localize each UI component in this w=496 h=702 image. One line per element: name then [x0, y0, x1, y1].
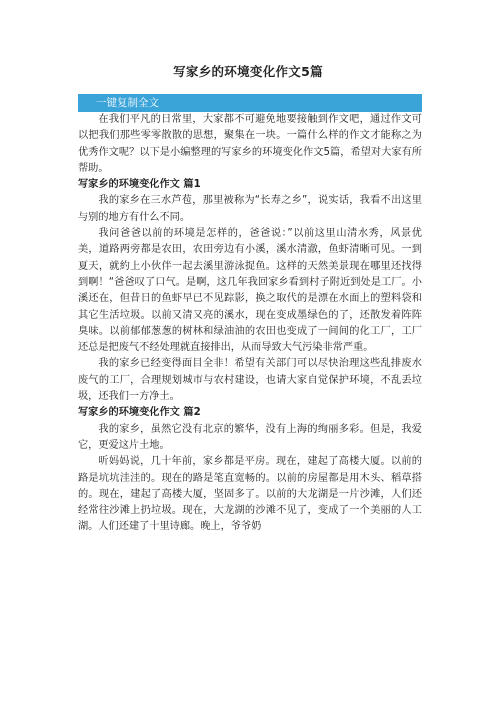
section1-paragraph-2: 我问爸爸以前的环境是怎样的，爸爸说：”以前这里山清水秀，风景优美，道路两旁都是农田，农田旁边有小溪，溪水清澈，鱼虾清晰可见。一到夏天，就約上小伙伴一起去溪里游泳捉鱼。这样的天然美景现在哪里还找得到啊！“爸爸叹了口气。是啊，这几年我回家乡看到村子附近到处是工厂。小溪还在，但昔日的鱼虾早已不见踪影，换之取代的是漂在水面上的塑料袋和其它生活垃圾。以前又清又亮的溪水，现在变成墨绿色的了，还散发着阵阵臭味。以前郁郁葱葱的树林和绿油油的农田也变成了一间间的化工厂，工厂还总是把废气不经处理就直接排出，从而导致大气污染非常严重。 [78, 228, 422, 354]
section2-paragraph-1: 我的家乡，虽然它没有北京的繁华，没有上海的绚丽多彩。但是，我爱它，更爱这片土地。 [78, 423, 422, 451]
section1-paragraph-1: 我的家乡在三水芦苞，那里被称为“长寿之乡”，说实话，我看不出这里与别的地方有什么不同。 [78, 195, 422, 223]
section1-paragraph-3: 我的家乡已经变得面目全非！希望有关部门可以尽快治理这些乱排废水废气的工厂，合理规划城市与农村建设，也请大家自觉保护环境，不乱丢垃圾，还我们一方净土。 [78, 358, 422, 403]
section-heading-2: 写家乡的环境变化作文 篇2 [78, 407, 201, 419]
intro-paragraph: 在我们平凡的日常里，大家都不可避免地要接触到作文吧，通过作文可以把我们那些零零散散的思想，聚集在一块。一篇什么样的作文才能称之为优秀作文呢？以下是小编整理的写家乡的环境变化作文5篇，希望对大家有所帮助。 [78, 114, 422, 174]
copy-all-button[interactable]: 一键复制全文 [78, 94, 422, 112]
section2-paragraph-2: 听妈妈说，几十年前，家乡都是平房。现在，建起了高楼大厦。以前的路是坑坑洼洼的。现在的路是笔直宽畅的。以前的房屋都是用木头、稻草搭的。现在，建起了高楼大厦，坚固多了。以前的大龙湖是一片沙滩，人们还经常往沙滩上扔垃圾。现在，大龙湖的沙滩不见了，变成了一个美丽的人工湖。人们还建了十里诗廊。晚上，爷爷奶 [78, 456, 422, 533]
article-body [78, 112, 422, 536]
section-heading-1: 写家乡的环境变化作文 篇1 [78, 179, 201, 191]
page-title: 写家乡的环境变化作文5篇 [173, 64, 323, 79]
